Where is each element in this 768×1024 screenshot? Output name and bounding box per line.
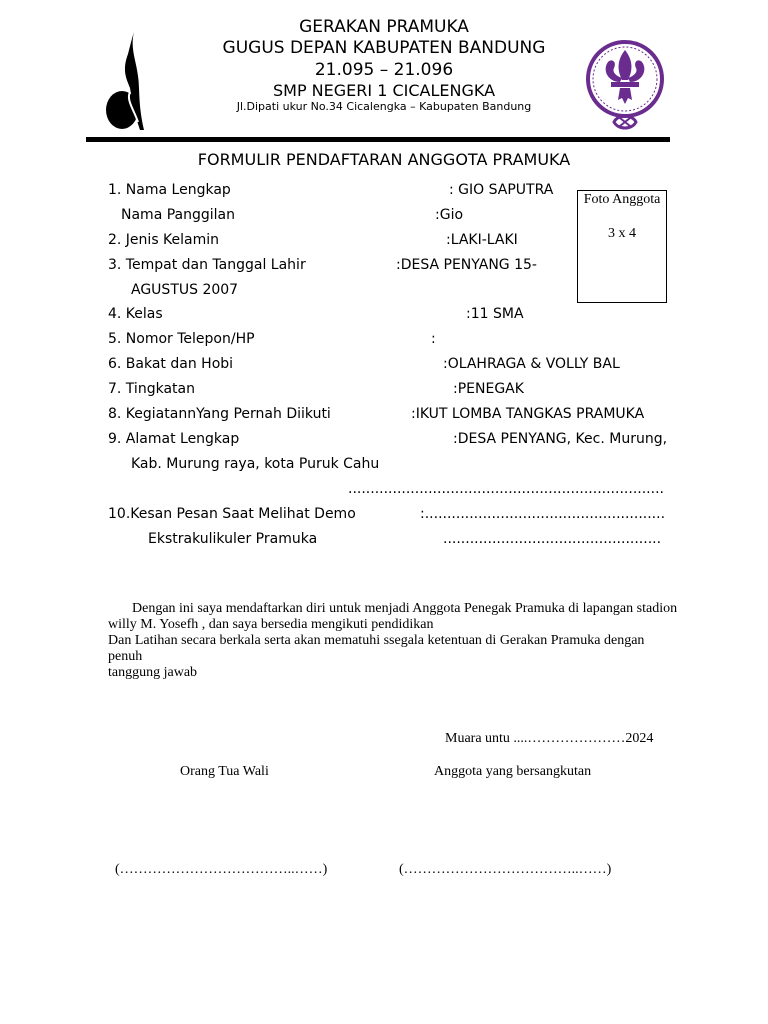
field-value-phone: : xyxy=(431,331,436,347)
statement-line-2: willy M. Yosefh , dan saya bersedia mengikuti pendidikan xyxy=(108,617,434,632)
field-value-gender: :LAKI-LAKI xyxy=(446,232,518,248)
field-value-level: :PENEGAK xyxy=(453,381,524,397)
signature-line-member: (………………………………..……) xyxy=(399,862,612,877)
field-address-dots: ....................................................................... xyxy=(348,481,664,497)
field-value-impression: :...................................................... xyxy=(420,506,666,522)
signature-line-guardian: (………………………………..……) xyxy=(115,862,328,877)
statement-paragraph xyxy=(108,601,678,681)
field-value-hobby: :OLAHRAGA & VOLLY BAL xyxy=(443,356,620,372)
field-label-level: 7. Tingkatan xyxy=(108,381,195,397)
field-value-full-name: : GIO SAPUTRA xyxy=(449,182,554,198)
field-label-gender: 2. Jenis Kelamin xyxy=(108,232,220,248)
field-value-birth: :DESA PENYANG 15- xyxy=(396,257,537,273)
form-title: FORMULIR PENDAFTARAN ANGGOTA PRAMUKA xyxy=(197,150,571,169)
field-label-birth: 3. Tempat dan Tanggal Lahir xyxy=(108,257,306,273)
place-date: Muara untu ....…………………2024 xyxy=(445,731,654,746)
field-label-activities: 8. KegiatannYang Pernah Diikuti xyxy=(108,406,331,422)
scout-fleur-de-lis-icon xyxy=(584,38,666,136)
field-label-class: 4. Kelas xyxy=(108,306,163,322)
field-label-impression: 10.Kesan Pesan Saat Melihat Demo xyxy=(108,506,356,522)
field-label-phone: 5. Nomor Telepon/HP xyxy=(108,331,255,347)
statement-line-3: Dan Latihan secara berkala serta akan mematuhi ssegala ketentuan di Gerakan Pramuka dengan penuh xyxy=(108,633,645,664)
field-label-full-name: 1. Nama Lengkap xyxy=(108,182,231,198)
signature-label-guardian: Orang Tua Wali xyxy=(180,764,269,779)
photo-size: 3 x 4 xyxy=(608,226,636,241)
field-label-address: 9. Alamat Lengkap xyxy=(108,431,240,447)
photo-box xyxy=(577,190,667,303)
header-number: 21.095 – 21.096 xyxy=(314,60,454,80)
header-gugus: GUGUS DEPAN KABUPATEN BANDUNG xyxy=(222,38,546,58)
photo-label: Foto Anggota xyxy=(583,192,661,207)
field-value-birth-cont: AGUSTUS 2007 xyxy=(131,282,239,298)
statement-line-1: Dengan ini saya mendaftarkan diri untuk menjadi Anggota Penegak Pramuka di lapangan stadion xyxy=(132,601,678,616)
header-org: GERAKAN PRAMUKA xyxy=(299,17,469,37)
field-value-address: :DESA PENYANG, Kec. Murung, xyxy=(453,431,668,447)
header-address: Jl.Dipati ukur No.34 Cicalengka – Kabupaten Bandung xyxy=(236,100,532,113)
field-value-nickname: :Gio xyxy=(435,207,464,223)
field-label-nickname: Nama Panggilan xyxy=(121,207,235,223)
field-label-hobby: 6. Bakat dan Hobi xyxy=(108,356,234,372)
field-value-class: :11 SMA xyxy=(466,306,524,322)
field-value-address-cont: Kab. Murung raya, kota Puruk Cahu xyxy=(131,456,380,472)
field-value-activities: :IKUT LOMBA TANGKAS PRAMUKA xyxy=(411,406,645,422)
statement-line-4: tanggung jawab xyxy=(108,665,198,680)
field-impression-dots: ................................................. xyxy=(443,531,662,547)
header-school: SMP NEGERI 1 CICALENGKA xyxy=(272,81,496,100)
header-divider xyxy=(86,137,670,142)
signature-label-member: Anggota yang bersangkutan xyxy=(434,764,592,779)
field-label-impression-cont: Ekstrakulikuler Pramuka xyxy=(148,531,318,547)
